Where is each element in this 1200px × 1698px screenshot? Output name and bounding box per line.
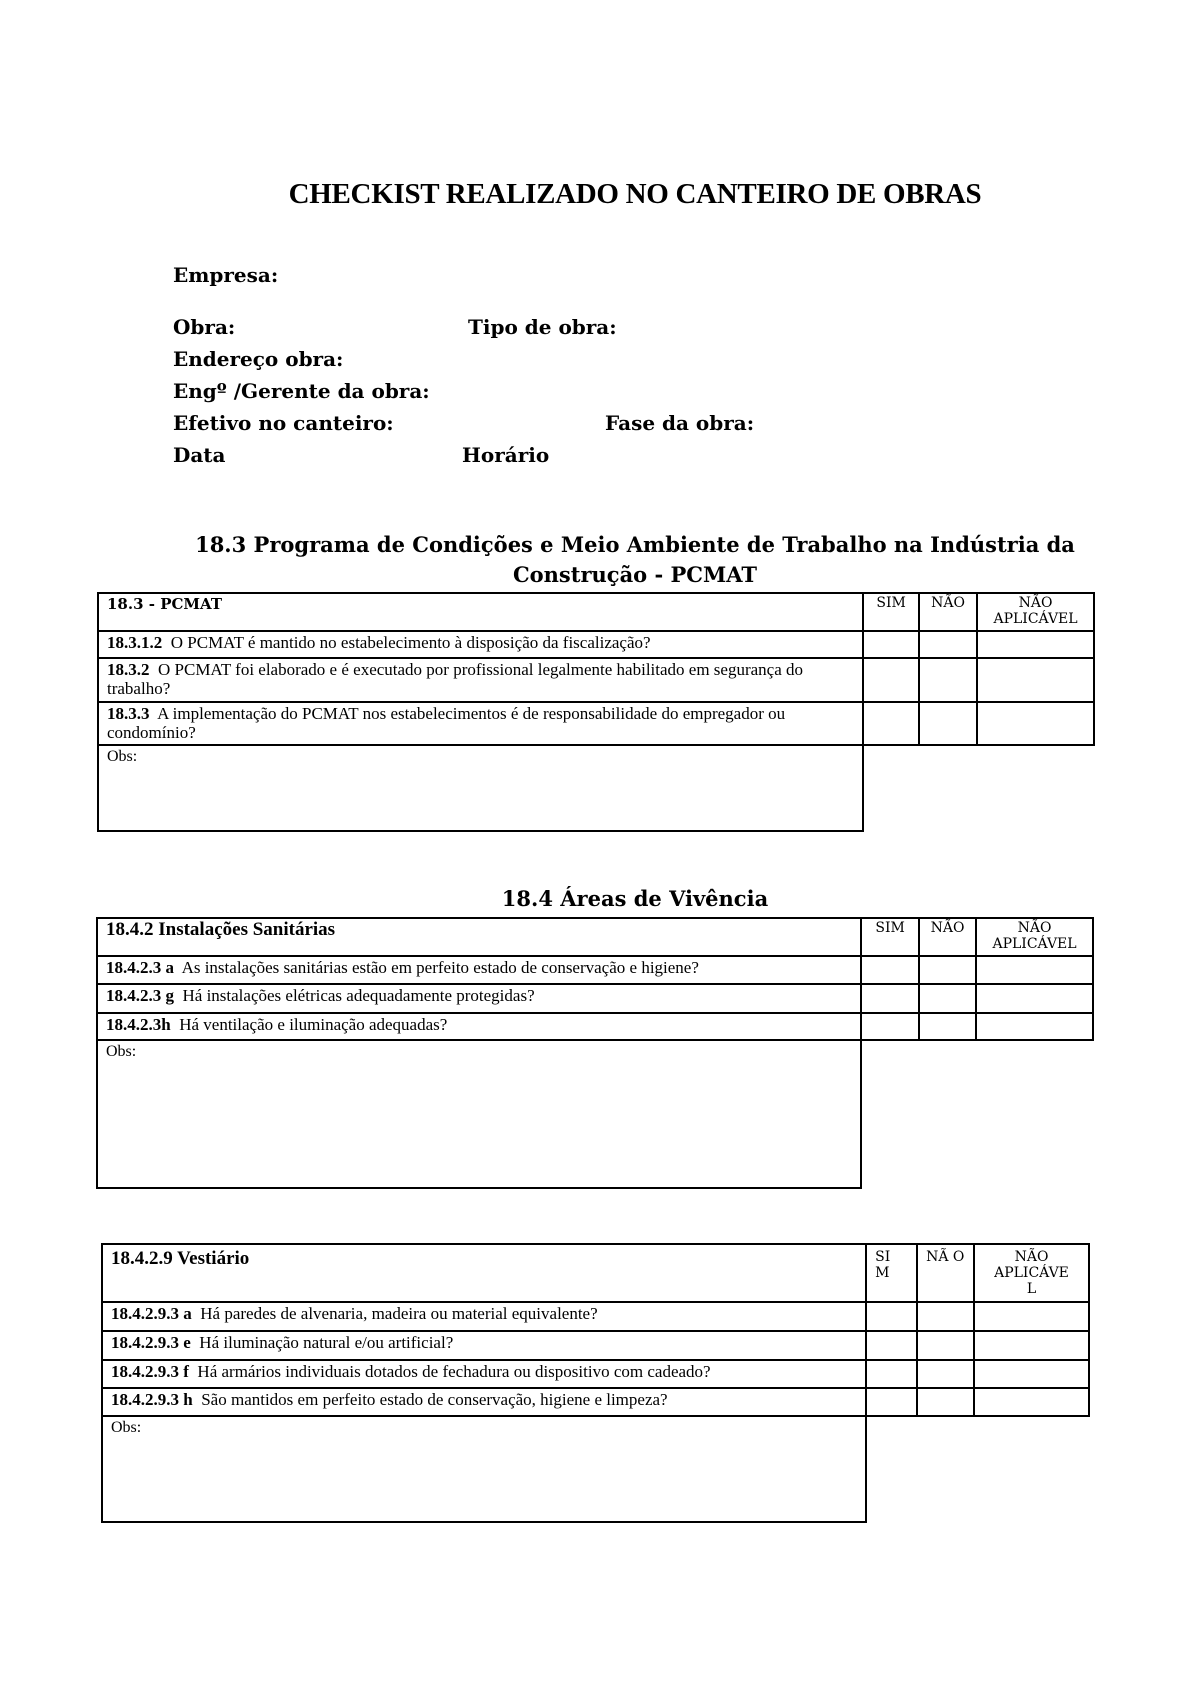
table-header-row: [98, 593, 1094, 631]
section-184-title: 18.4 Áreas de Vivência: [501, 886, 769, 911]
table-row: [102, 1302, 1089, 1331]
checkbox-sim[interactable]: [863, 631, 919, 658]
checkbox-sim[interactable]: [866, 1360, 917, 1388]
checkbox-nao[interactable]: [919, 956, 976, 984]
checkbox-na[interactable]: [976, 1013, 1093, 1040]
col-sim: SIM: [861, 918, 919, 956]
obs-field[interactable]: Obs:: [97, 1040, 861, 1188]
checkbox-na[interactable]: [976, 984, 1093, 1013]
sanitarias-table: [96, 917, 1094, 1189]
checkbox-nao[interactable]: [917, 1331, 974, 1360]
col-nao: NÃO: [919, 918, 976, 956]
col-nao-aplicavel: NÃO APLICÁVE L: [974, 1244, 1089, 1302]
page-title: CHECKIST REALIZADO NO CANTEIRO DE OBRAS: [288, 178, 982, 210]
checkbox-nao[interactable]: [919, 658, 977, 702]
empresa-field: Empresa:: [173, 263, 279, 287]
checkbox-sim[interactable]: [861, 956, 919, 984]
efetivo-field: Efetivo no canteiro:: [173, 411, 394, 435]
question-cell: 18.4.2.9.3 e Há iluminação natural e/ou artificial?: [102, 1331, 866, 1360]
col-nao-aplicavel: NÃO APLICÁVEL: [977, 593, 1094, 631]
question-cell: 18.4.2.9.3 f Há armários individuais dotados de fechadura ou dispositivo com cadeado?: [102, 1360, 866, 1388]
obs-field[interactable]: Obs:: [98, 745, 863, 831]
checkbox-na[interactable]: [977, 631, 1094, 658]
checkbox-na[interactable]: [977, 658, 1094, 702]
question-cell: 18.3.3 A implementação do PCMAT nos estabelecimentos é de responsabilidade do empregador ou condomínio?: [98, 702, 863, 745]
checkbox-sim[interactable]: [866, 1331, 917, 1360]
tipo-obra-field: Tipo de obra:: [468, 315, 617, 339]
obs-row: [102, 1416, 1089, 1522]
endereco-field: Endereço obra:: [173, 347, 344, 371]
obs-row: [98, 745, 1094, 831]
table-row: [98, 702, 1094, 745]
question-cell: 18.3.1.2 O PCMAT é mantido no estabelecimento à disposição da fiscalização?: [98, 631, 863, 658]
checkbox-nao[interactable]: [919, 1013, 976, 1040]
checkbox-na[interactable]: [974, 1302, 1089, 1331]
table-row: [98, 658, 1094, 702]
table-header-title: 18.4.2 Instalações Sanitárias: [97, 918, 861, 956]
obs-row: [97, 1040, 1093, 1188]
checkbox-na[interactable]: [976, 956, 1093, 984]
data-field: Data: [173, 443, 226, 467]
checkbox-na[interactable]: [974, 1360, 1089, 1388]
col-sim: SI M: [866, 1244, 917, 1302]
col-nao: NÃO: [919, 593, 977, 631]
question-cell: 18.3.2 O PCMAT foi elaborado e é executado por profissional legalmente habilitado em segurança do trabalho?: [98, 658, 863, 702]
question-cell: 18.4.2.3 a As instalações sanitárias estão em perfeito estado de conservação e higiene?: [97, 956, 861, 984]
table-row: [102, 1360, 1089, 1388]
table-row: [102, 1388, 1089, 1416]
checkbox-sim[interactable]: [863, 658, 919, 702]
table-header-title: 18.3 - PCMAT: [98, 593, 863, 631]
checkbox-nao[interactable]: [919, 631, 977, 658]
checkbox-sim[interactable]: [861, 1013, 919, 1040]
col-nao-aplicavel: NÃO APLICÁVEL: [976, 918, 1093, 956]
checkbox-na[interactable]: [977, 702, 1094, 745]
col-sim: SIM: [863, 593, 919, 631]
checkbox-nao[interactable]: [919, 702, 977, 745]
checkbox-nao[interactable]: [917, 1302, 974, 1331]
table-row: [97, 1013, 1093, 1040]
checkbox-na[interactable]: [974, 1331, 1089, 1360]
vestiario-table: [101, 1243, 1090, 1523]
table-header-title: 18.4.2.9 Vestiário: [102, 1244, 866, 1302]
pcmat-table: [97, 592, 1095, 832]
table-row: [98, 631, 1094, 658]
horario-field: Horário: [462, 443, 550, 467]
checkbox-sim[interactable]: [863, 702, 919, 745]
table-row: [97, 956, 1093, 984]
fase-field: Fase da obra:: [605, 411, 755, 435]
table-header-row: [102, 1244, 1089, 1302]
question-cell: 18.4.2.3h Há ventilação e iluminação adequadas?: [97, 1013, 861, 1040]
checkbox-nao[interactable]: [917, 1360, 974, 1388]
table-row: [97, 984, 1093, 1013]
question-cell: 18.4.2.9.3 h São mantidos em perfeito estado de conservação, higiene e limpeza?: [102, 1388, 866, 1416]
section-183-title: 18.3 Programa de Condições e Meio Ambiente de Trabalho na Indústria da Construção - PCMAT: [195, 532, 1075, 587]
gerente-field: Engº /Gerente da obra:: [173, 379, 430, 403]
question-cell: 18.4.2.3 g Há instalações elétricas adequadamente protegidas?: [97, 984, 861, 1013]
checkbox-na[interactable]: [974, 1388, 1089, 1416]
checkbox-sim[interactable]: [866, 1388, 917, 1416]
obs-field[interactable]: Obs:: [102, 1416, 866, 1522]
checkbox-nao[interactable]: [919, 984, 976, 1013]
table-row: [102, 1331, 1089, 1360]
checkbox-sim[interactable]: [866, 1302, 917, 1331]
obra-field: Obra:: [173, 315, 236, 339]
question-cell: 18.4.2.9.3 a Há paredes de alvenaria, madeira ou material equivalente?: [102, 1302, 866, 1331]
table-header-row: [97, 918, 1093, 956]
checkbox-nao[interactable]: [917, 1388, 974, 1416]
checkbox-sim[interactable]: [861, 984, 919, 1013]
col-nao: NÃ O: [917, 1244, 974, 1302]
